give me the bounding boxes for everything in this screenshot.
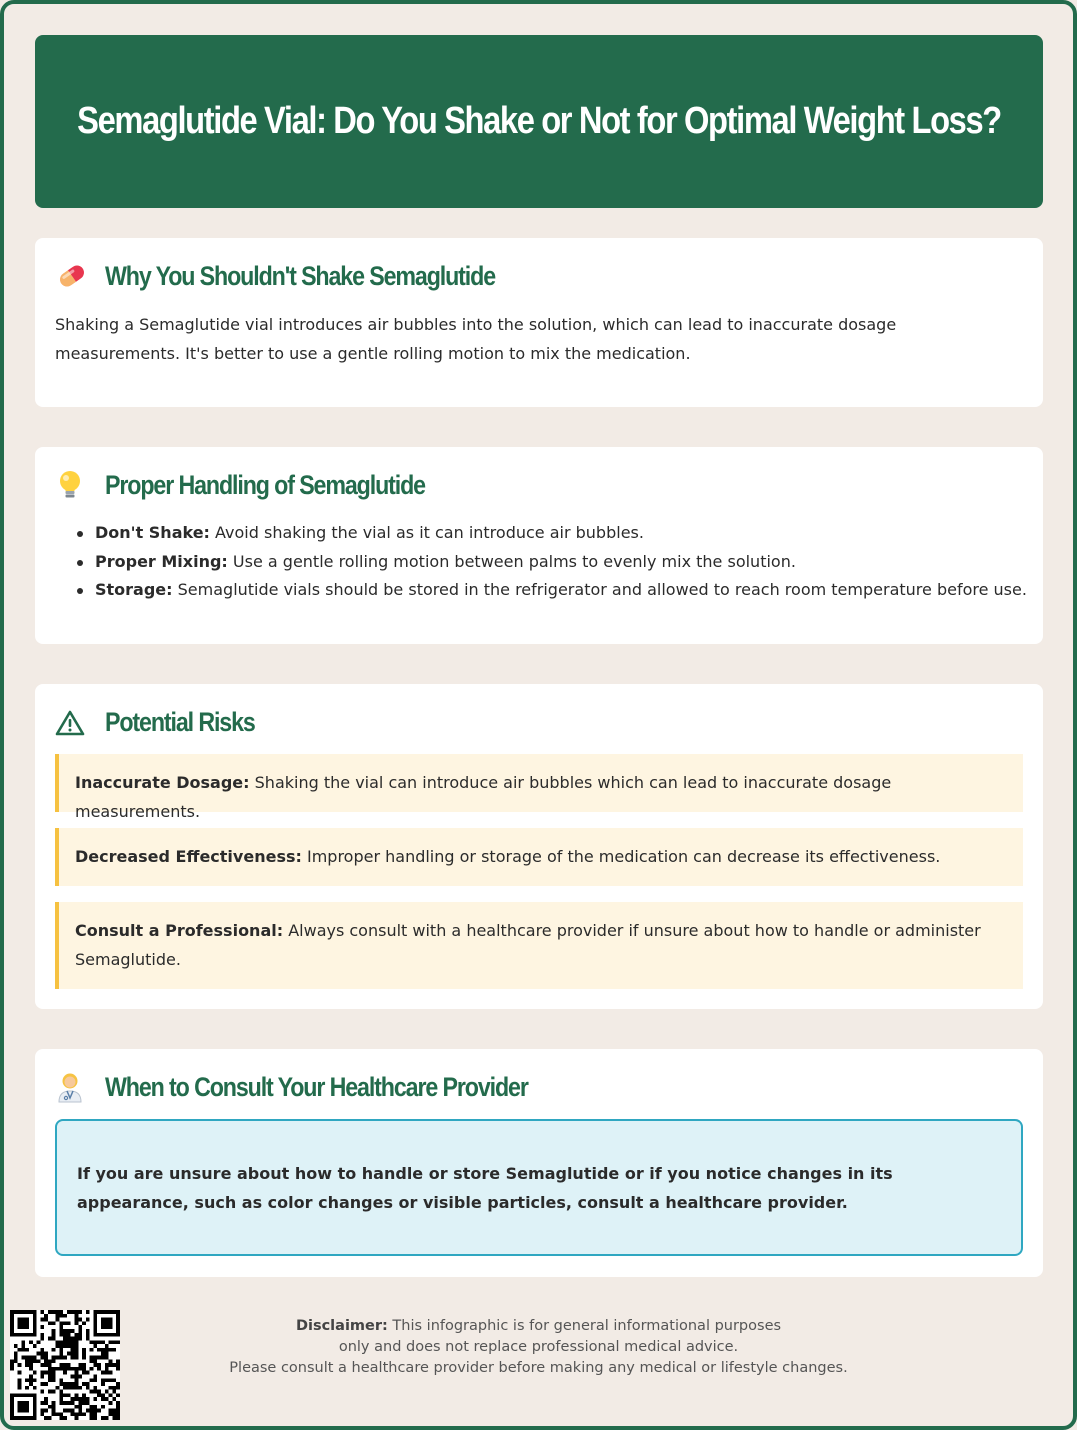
disclaimer <box>0 1316 1077 1379</box>
list-item <box>75 576 1025 605</box>
why-card-title: Why You Shouldn't Shake Semaglutide <box>105 260 495 291</box>
consult-card-title: When to Consult Your Healthcare Provider <box>105 1071 528 1102</box>
handling-card-title: Proper Handling of Semaglutide <box>105 469 425 500</box>
disclaimer-label: Disclaimer: <box>295 1318 388 1334</box>
risks-card <box>35 684 1043 1009</box>
disclaimer-line-2: only and does not replace professional medical advice. <box>338 1339 739 1355</box>
why-card-body: Shaking a Semaglutide vial introduces air bubbles into the solution, which can lead to inaccurate dosage measurements. It's better to use a gentle rolling motion to mix the medication. <box>55 315 897 363</box>
health-worker-icon <box>55 1071 95 1103</box>
risk-item <box>55 828 1023 886</box>
risk-item <box>55 754 1023 821</box>
consult-card <box>35 1049 1043 1277</box>
handling-card-header <box>55 469 477 501</box>
disclaimer-text-1: This infographic is for general informational purposes <box>387 1318 782 1334</box>
handling-card <box>35 447 1043 644</box>
consult-card-header <box>55 1071 597 1103</box>
list-item-label: Proper Mixing: <box>95 551 228 571</box>
page-title: Semaglutide Vial: Do You Shake or Not for Optimal Weight Loss? <box>77 100 1001 142</box>
why-card <box>35 238 1043 407</box>
list-item-label: Storage: <box>95 580 173 599</box>
lightbulb-icon <box>55 469 95 501</box>
risk-item-text: Improper handling or storage of the medication can decrease its effectiveness. <box>301 847 941 866</box>
pill-icon <box>55 260 95 292</box>
risk-item-label: Decreased Effectiveness: <box>75 847 302 866</box>
risk-item-text: Always consult with a healthcare provider if unsure about how to handle or administer Semaglutide. <box>75 921 981 969</box>
list-item-text: Use a gentle rolling motion between palms to evenly mix the solution. <box>227 551 796 571</box>
list-item-label: Don't Shake: <box>95 523 210 542</box>
risk-item-label: Inaccurate Dosage: <box>75 773 250 792</box>
list-item-text: Avoid shaking the vial as it can introduce air bubbles. <box>209 523 644 542</box>
list-item-text: Semaglutide vials should be stored in the refrigerator and allowed to reach room temperature before use. <box>172 580 1027 599</box>
risks-card-title: Potential Risks <box>105 706 255 737</box>
page-header <box>35 35 1043 208</box>
consult-note <box>55 1119 1023 1256</box>
handling-list <box>75 519 1025 605</box>
disclaimer-line-1 <box>0 1316 1077 1337</box>
risks-card-header <box>55 706 279 738</box>
disclaimer-line-3: Please consult a healthcare provider before making any medical or lifestyle changes. <box>229 1360 848 1376</box>
list-item <box>75 519 1025 548</box>
risk-item-label: Consult a Professional: <box>75 921 284 940</box>
risk-item-text: Shaking the vial can introduce air bubbles which can lead to inaccurate dosage measurements. <box>75 773 892 821</box>
consult-note-text: If you are unsure about how to handle or store Semaglutide or if you notice changes in its appearance, such as color changes or visible particles, consult a healthcare provider. <box>77 1164 893 1212</box>
warning-icon <box>55 706 95 738</box>
list-item <box>75 548 1025 577</box>
why-card-header <box>55 260 558 292</box>
risk-item <box>55 902 1023 989</box>
